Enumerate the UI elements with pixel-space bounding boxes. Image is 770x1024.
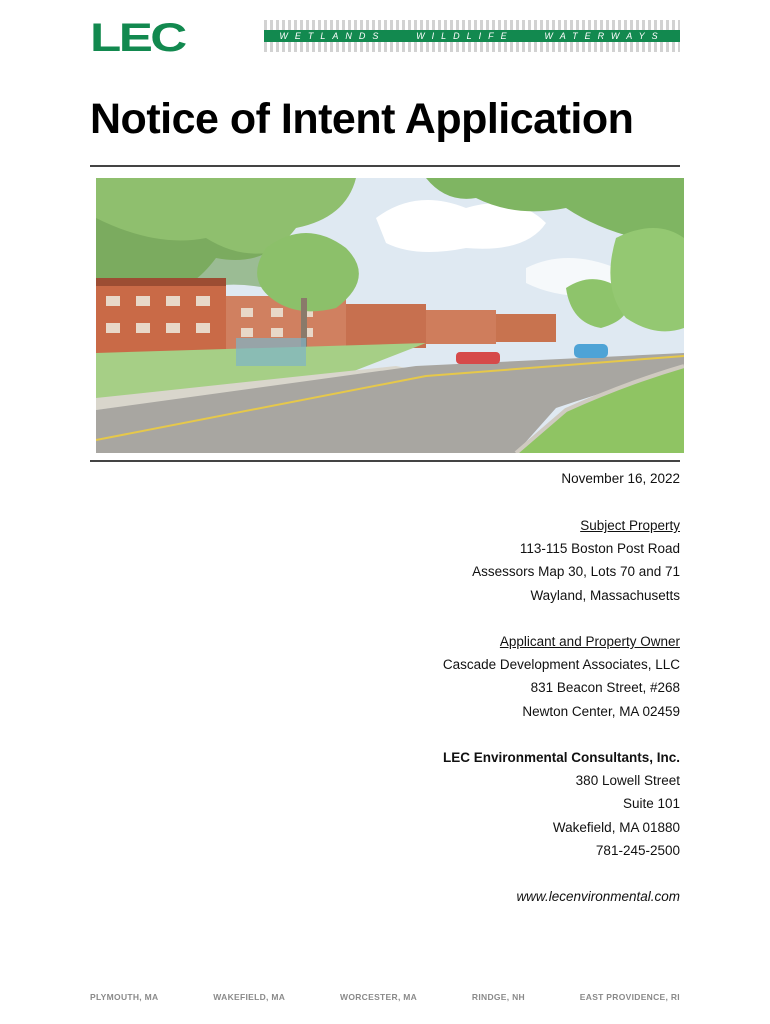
consultant-line: Wakefield, MA 01880 xyxy=(552,819,680,835)
applicant-line: 831 Beacon Street, #268 xyxy=(530,680,680,696)
tagline-band xyxy=(264,20,680,52)
office-location: EAST PROVIDENCE, RI xyxy=(579,992,680,1002)
applicant-line: Newton Center, MA 02459 xyxy=(522,703,680,719)
consultant-name: LEC Environmental Consultants, Inc. xyxy=(442,750,680,765)
website-block xyxy=(516,885,680,908)
office-location: RINDGE, NH xyxy=(471,992,525,1002)
building-4 xyxy=(426,310,496,344)
website-link[interactable]: www.lecenvironmental.com xyxy=(516,889,680,904)
office-locations xyxy=(90,992,680,1002)
car-red xyxy=(456,352,500,364)
subject-property-line: Assessors Map 30, Lots 70 and 71 xyxy=(472,564,680,580)
document-date: November 16, 2022 xyxy=(561,471,680,486)
consultant-phone: 781-245-2500 xyxy=(595,842,680,858)
consultant-line: 380 Lowell Street xyxy=(575,773,680,789)
car-blue xyxy=(574,344,608,358)
office-location: WAKEFIELD, MA xyxy=(213,992,286,1002)
bus-shelter xyxy=(236,338,306,366)
subject-property-line: Wayland, Massachusetts xyxy=(530,587,680,603)
building-1-roof xyxy=(96,278,226,286)
office-location: PLYMOUTH, MA xyxy=(90,992,159,1002)
subject-property-block xyxy=(472,514,680,607)
tagline-bar xyxy=(264,30,680,42)
tagline-wetlands: WETLANDS xyxy=(279,31,386,41)
tagline-waterways: WATERWAYS xyxy=(544,31,665,41)
lec-logo: LEC xyxy=(90,16,185,60)
building-5 xyxy=(496,314,556,342)
title-rule xyxy=(90,165,680,167)
building-3 xyxy=(346,304,426,348)
consultant-line: Suite 101 xyxy=(622,796,680,812)
document-title: Notice of Intent Application xyxy=(90,95,634,143)
illustration-rule xyxy=(90,460,680,462)
date-block xyxy=(561,467,680,490)
site-illustration xyxy=(96,178,684,453)
subject-property-line: 113-115 Boston Post Road xyxy=(519,541,680,557)
consultant-block xyxy=(443,746,680,862)
applicant-heading: Applicant and Property Owner xyxy=(499,634,680,649)
applicant-line: Cascade Development Associates, LLC xyxy=(442,657,680,673)
applicant-block xyxy=(443,630,680,723)
subject-property-heading: Subject Property xyxy=(580,518,680,533)
office-location: WORCESTER, MA xyxy=(340,992,418,1002)
tagline-wildlife: WILDLIFE xyxy=(416,31,514,41)
